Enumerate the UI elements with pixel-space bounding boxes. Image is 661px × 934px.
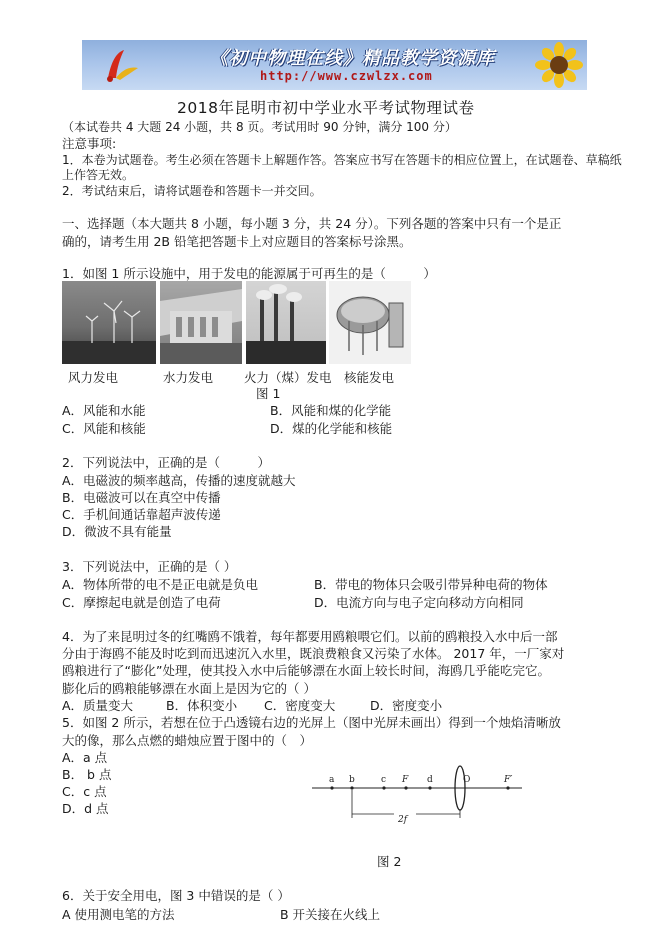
section-heading-cont: 确的，请考生用 2B 铅笔把答题卡上对应题目的答案标号涂黑。 [62,234,412,249]
question-2-option-b[interactable]: B．电磁波可以在真空中传播 [62,490,221,505]
question-2-option-d[interactable]: D．微波不具有能量 [62,524,172,539]
question-4-stem-2: 分由于海鸥不能及时吃到而迅速沉入水里，既浪费粮食又污染了水体。 2017 年，一厂家对 [62,646,565,661]
question-3-option-c[interactable]: C．摩擦起电就是创造了电荷 [62,595,221,610]
label-b: b [349,775,355,785]
question-1-option-b[interactable]: B．风能和煤的化学能 [270,403,392,418]
question-5-option-a[interactable]: A．a 点 [62,750,108,765]
label-f-prime: F′ [504,775,513,785]
point-b [350,786,353,789]
point-a [330,786,333,789]
caption-hydro: 水力发电 [163,370,214,385]
caption-wind: 风力发电 [68,370,119,385]
question-1-stem: 1．如图 1 所示设施中，用于发电的能源属于可再生的是（ ） [62,266,436,281]
question-4-option-b[interactable]: B．体积变小 [166,698,238,713]
nuclear-power-photo [329,281,411,364]
notes-item-2: 2．考试结束后，请将试题卷和答题卡一并交回。 [62,184,322,198]
point-f-left [404,786,407,789]
question-5-stem-2: 大的像，那么点燃的蜡烛应置于图中的（ ） [62,733,313,748]
convex-lens-diagram [312,764,522,834]
notes-item-1-cont: 上作答无效。 [62,168,135,182]
question-5-stem: 5．如图 2 所示，若想在位于凸透镜右边的光屏上（图中光屏未画出）得到一个烛焰清晰放 [62,715,561,730]
figure-1-label: 图 1 [256,386,281,401]
question-3-option-d[interactable]: D．电流方向与电子定向移动方向相同 [314,595,524,610]
label-o: O [463,775,471,785]
point-d [428,786,431,789]
question-1-option-a[interactable]: A．风能和水能 [62,403,146,418]
question-5-option-d[interactable]: D．d 点 [62,801,109,816]
question-2-stem: 2．下列说法中，正确的是（ ） [62,455,270,470]
label-c: c [381,775,387,785]
caption-nuclear: 核能发电 [344,370,395,385]
question-4-option-c[interactable]: C．密度变大 [264,698,336,713]
question-6-stem: 6．关于安全用电，图 3 中错误的是（ ） [62,888,290,903]
section-heading: 一、选择题（本大题共 8 小题，每小题 3 分，共 24 分）。下列各题的答案中只有一个是正 [62,216,562,231]
question-3-option-a[interactable]: A．物体所带的电不是正电就是负电 [62,577,259,592]
wind-power-photo [62,281,156,364]
label-2f: 2f [398,815,408,825]
question-5-option-c[interactable]: C．c 点 [62,784,107,799]
question-4-stem: 4．为了来昆明过冬的红嘴鸥不饿着，每年都要用鸥粮喂它们。以前的鸥粮投入水中后一部 [62,629,558,644]
page-title: 2018年昆明市初中学业水平考试物理试卷 [177,99,475,117]
notes-item-1: 1．本卷为试题卷。考生必须在答题卡上解题作答。答案应书写在答题卡的相应位置上，在试题卷、草稿纸 [62,153,622,167]
question-1-option-c[interactable]: C．风能和核能 [62,421,146,436]
question-6-option-a[interactable]: A 使用测电笔的方法 [62,907,175,922]
question-4-option-d[interactable]: D．密度变小 [370,698,443,713]
question-2-option-c[interactable]: C．手机间通话靠超声波传递 [62,507,221,522]
coal-power-photo [246,281,326,364]
exam-info: （本试卷共 4 大题 24 小题，共 8 页。考试用时 90 分钟，满分 100 分） [62,120,457,134]
question-4-option-a[interactable]: A．质量变大 [62,698,134,713]
caption-coal: 火力（煤）发电 [244,370,332,385]
banner-url[interactable]: http://www.czwlzx.com [260,69,433,83]
sunflower-icon [535,42,583,88]
question-5-option-b[interactable]: B． b 点 [62,767,112,782]
question-4-stem-4: 膨化后的鸥粮能够漂在水面上是因为它的（ ） [62,681,316,696]
banner-title: 《初中物理在线》精品教学资源库 [210,48,495,69]
question-4-stem-3: 鸥粮进行了“膨化”处理，使其投入水中后能够漂在水面上较长时间，海鸥几乎能吃完它。 [62,663,550,678]
hydro-power-photo [160,281,242,364]
label-d: d [427,775,433,785]
question-3-option-b[interactable]: B．带电的物体只会吸引带异种电荷的物体 [314,577,548,592]
logo-icon [102,48,140,84]
point-c [382,786,385,789]
figure-2-label: 图 2 [377,854,402,869]
question-2-option-a[interactable]: A．电磁波的频率越高，传播的速度就越大 [62,473,296,488]
notes-heading: 注意事项: [62,136,117,151]
question-3-stem: 3．下列说法中，正确的是（ ） [62,559,237,574]
label-a: a [329,775,335,785]
label-f: F [402,775,409,785]
question-6-option-b[interactable]: B 开关接在火线上 [280,907,381,922]
point-f-right [506,786,509,789]
question-1-option-d[interactable]: D．煤的化学能和核能 [270,421,393,436]
header-banner [82,40,587,90]
